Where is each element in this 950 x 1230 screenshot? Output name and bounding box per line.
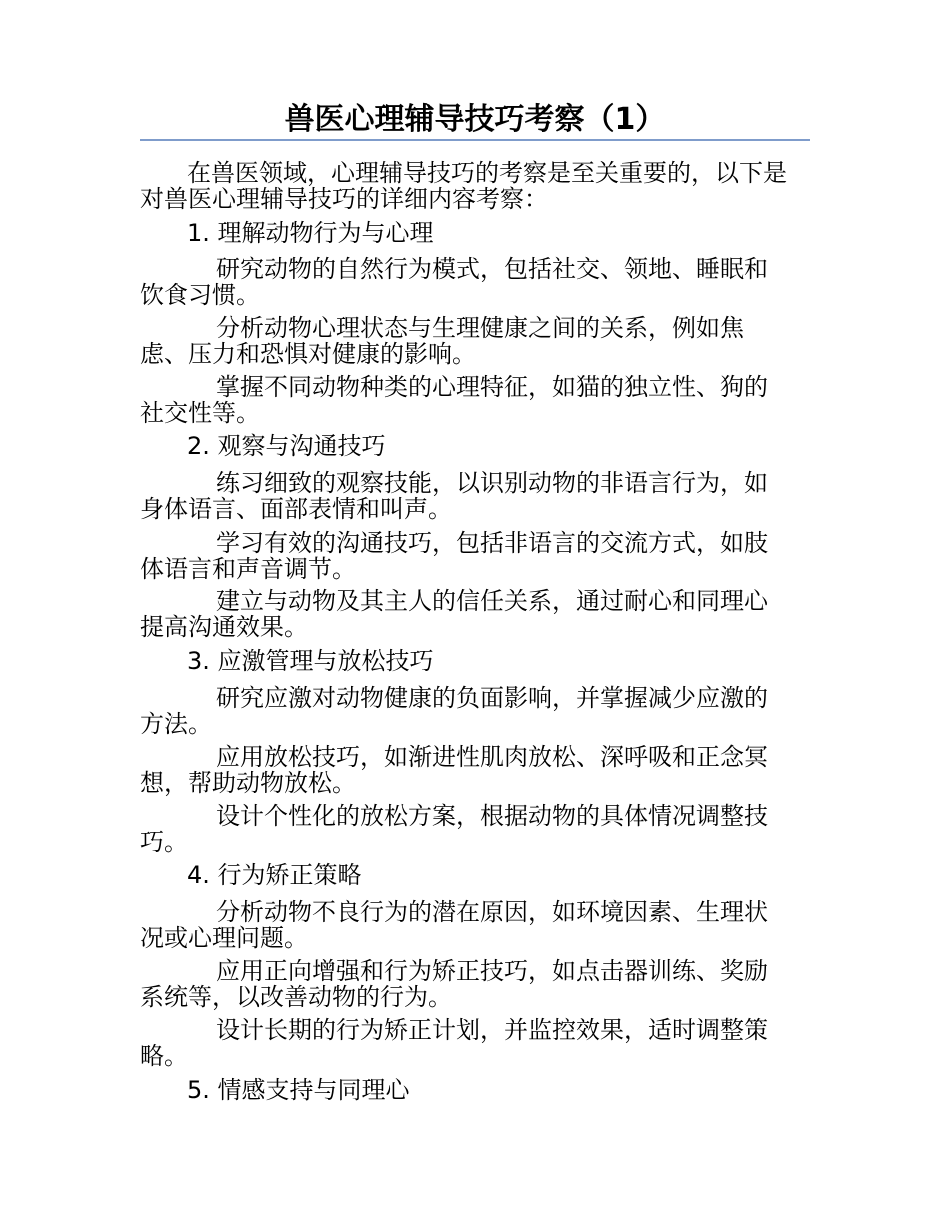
section-2-item-2: [140, 530, 810, 582]
section-heading-5: 5. 情感支持与同理心: [187, 1076, 410, 1104]
section-heading-1: 1. 理解动物行为与心理: [187, 219, 434, 247]
item-line-1: 设计个性化的放松方案，根据动物的具体情况调整技: [216, 802, 768, 830]
item-line-2: 巧。: [140, 828, 188, 856]
item-line-1: 应用放松技巧，如渐进性肌肉放松、深呼吸和正念冥: [216, 743, 768, 771]
item-line-1: 掌握不同动物种类的心理特征，如猫的独立性、狗的: [216, 373, 768, 401]
item-line-2: 系统等，以改善动物的行为。: [140, 983, 452, 1011]
item-line-1: 分析动物心理状态与生理健康之间的关系，例如焦: [216, 314, 744, 342]
document-title: 兽医心理辅导技巧考察（1）: [284, 102, 666, 137]
item-line-2: 饮食习惯。: [140, 281, 260, 309]
item-line-1: 设计长期的行为矫正计划，并监控效果，适时调整策: [216, 1016, 768, 1044]
item-line-1: 研究应激对动物健康的负面影响，并掌握减少应激的: [216, 684, 768, 712]
section-2-item-1: [140, 470, 810, 522]
intro-line-2: 对兽医心理辅导技巧的详细内容考察：: [140, 185, 548, 213]
section-3-item-3: [140, 803, 810, 855]
item-line-2: 方法。: [140, 710, 212, 738]
section-1-item-2: [140, 315, 810, 367]
item-line-2: 想，帮助动物放松。: [140, 769, 356, 797]
section-heading-2: 2. 观察与沟通技巧: [187, 432, 386, 460]
item-line-2: 况或心理问题。: [140, 924, 308, 952]
item-line-2: 身体语言、面部表情和叫声。: [140, 495, 452, 523]
item-line-2: 略。: [140, 1042, 188, 1070]
item-line-1: 建立与动物及其主人的信任关系，通过耐心和同理心: [216, 587, 768, 615]
section-heading-4: 4. 行为矫正策略: [187, 861, 362, 889]
section-3-item-2: [140, 744, 810, 796]
intro-line-1: 在兽医领域，心理辅导技巧的考察是至关重要的，以下是: [187, 159, 787, 187]
item-line-1: 研究动物的自然行为模式，包括社交、领地、睡眠和: [216, 255, 768, 283]
section-1-item-3: [140, 374, 810, 426]
item-line-1: 应用正向增强和行为矫正技巧，如点击器训练、奖励: [216, 957, 768, 985]
title-underline: [140, 139, 810, 141]
section-4-item-3: [140, 1017, 810, 1069]
item-line-2: 社交性等。: [140, 399, 260, 427]
section-1-item-1: [140, 256, 810, 308]
item-line-1: 分析动物不良行为的潜在原因，如环境因素、生理状: [216, 898, 768, 926]
item-line-2: 虑、压力和恐惧对健康的影响。: [140, 340, 476, 368]
section-heading-3: 3. 应激管理与放松技巧: [187, 647, 434, 675]
item-line-1: 练习细致的观察技能，以识别动物的非语言行为，如: [216, 469, 768, 497]
item-line-2: 提高沟通效果。: [140, 613, 308, 641]
section-4-item-2: [140, 958, 810, 1010]
section-4-item-1: [140, 899, 810, 951]
item-line-2: 体语言和声音调节。: [140, 555, 356, 583]
section-3-item-1: [140, 685, 810, 737]
section-2-item-3: [140, 588, 810, 640]
item-line-1: 学习有效的沟通技巧，包括非语言的交流方式，如肢: [216, 529, 768, 557]
intro-paragraph: [140, 160, 810, 212]
